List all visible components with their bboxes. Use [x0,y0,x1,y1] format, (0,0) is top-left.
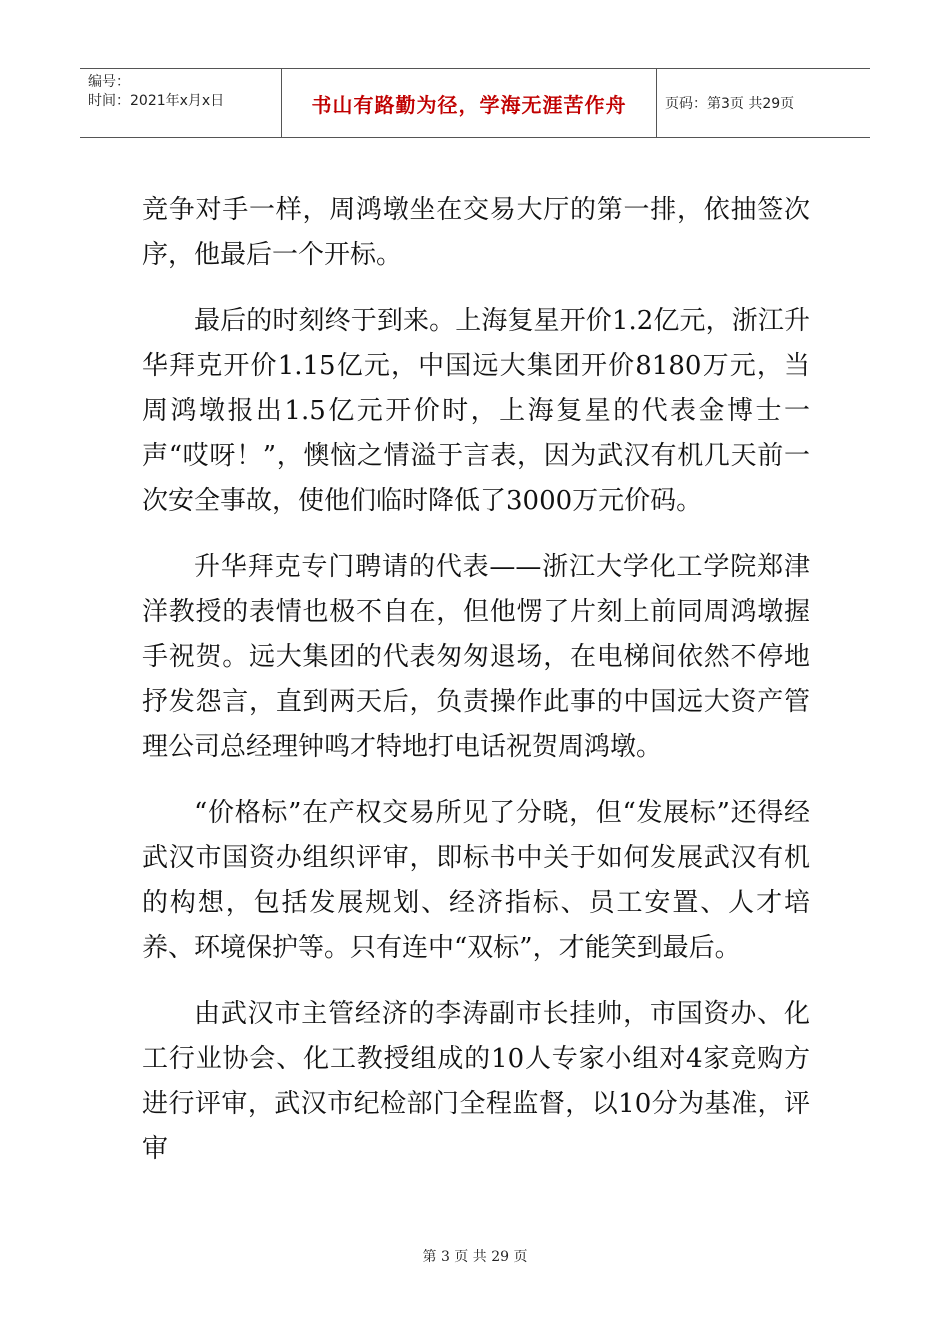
body-paragraph-4: “价格标”在产权交易所见了分晓，但“发展标”还得经武汉市国资办组织评审，即标书中关于如何发展武汉有机的构想，包括发展规划、经济指标、员工安置、人才培养、环境保护等。只有连中“双标”，才能笑到最后。 [142,798,810,963]
header-page-info: 页码：第3页 共29页 [665,96,795,112]
body-paragraph-2: 最后的时刻终于到来。上海复星开价1.2亿元，浙江升华拜克开价1.15亿元，中国远大集团开价8180万元，当周鸿墩报出1.5亿元开价时，上海复星的代表金博士一声“哎呀！”，懊恼之情溢于言表，因为武汉有机几天前一次安全事故，使他们临时降低了3000万元价码。 [142,306,810,516]
body-paragraph-1: 竞争对手一样，周鸿墩坐在交易大厅的第一排，依抽签次序，他最后一个开标。 [142,195,810,270]
body-paragraph-5: 由武汉市主管经济的李涛副市长挂帅，市国资办、化工行业协会、化工教授组成的10人专家小组对4家竞购方进行评审，武汉市纪检部门全程监督，以10分为基准，评审 [142,999,810,1164]
header-number-label: 编号： [88,74,130,90]
header-motto: 书山有路勤为径，学海无涯苦作舟 [282,69,657,137]
body-paragraph-3: 升华拜克专门聘请的代表——浙江大学化工学院郑津洋教授的表情也极不自在，但他愣了片刻上前同周鸿墩握手祝贺。远大集团的代表匆匆退场，在电梯间依然不停地抒发怨言，直到两天后，负责操作此事的中国远大资产管理公司总经理钟鸣才特地打电话祝贺周鸿墩。 [142,552,810,762]
header-meta [80,69,282,137]
header-time-label: 时间：2021年x月x日 [88,93,225,109]
page-footer: 第 3 页 共 29 页 [422,1249,528,1265]
page-header [80,68,870,138]
document-body [142,188,810,1193]
